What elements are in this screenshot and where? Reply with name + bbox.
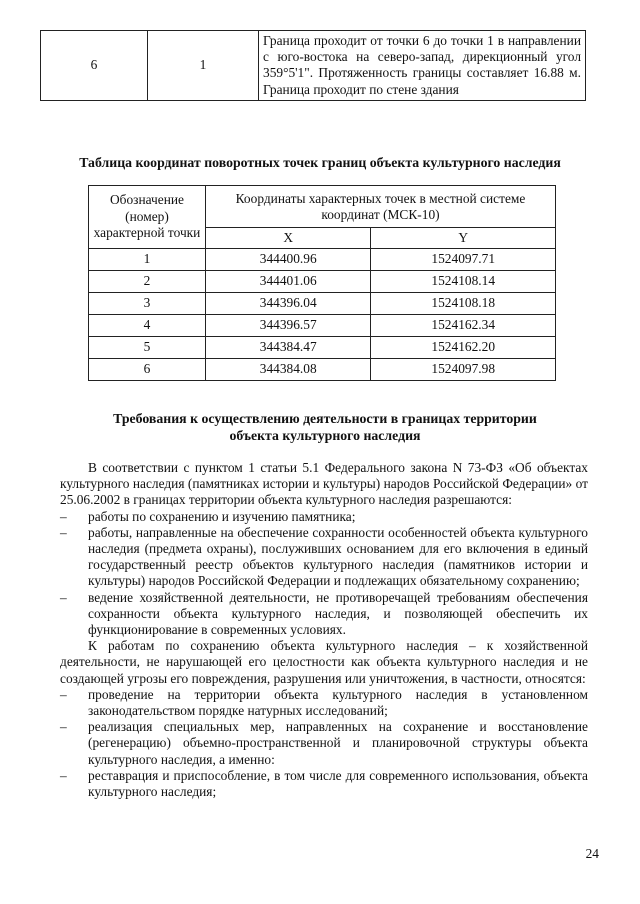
point-number: 5 xyxy=(89,337,206,359)
point-number: 6 xyxy=(89,359,206,381)
coord-x: 344401.06 xyxy=(206,271,371,293)
list-dash: – xyxy=(60,767,67,783)
list-dash: – xyxy=(60,686,67,702)
boundary-description: Граница проходит от точки 6 до точки 1 в направлении с юго-востока на северо-запад, дирекционный угол 359°5'1". Протяженность границы составляет 16.88 м. Граница проходит по стене здания xyxy=(259,31,586,101)
list-item xyxy=(60,590,588,639)
list-dash: – xyxy=(60,719,67,735)
section-title-line-1: Требования к осуществлению деятельности в границах территории xyxy=(113,411,537,426)
table-row xyxy=(41,31,586,101)
coords-table-caption: Таблица координат поворотных точек границ объекта культурного наследия xyxy=(79,155,561,170)
header-x: X xyxy=(206,228,371,249)
list-item-text: ведение хозяйственной деятельности, не противоречащей требованиям обеспечения сохранности объекта культурного наследия, и позволяющей обеспечить их функционирование в современных условиях. xyxy=(88,589,588,638)
table-row xyxy=(89,337,556,359)
list-dash: – xyxy=(60,524,67,540)
header-coordinates: Координаты характерных точек в местной системе координат (МСК-10) xyxy=(206,186,556,228)
section-title-line-2: объекта культурного наследия xyxy=(229,428,421,443)
point-number: 4 xyxy=(89,315,206,337)
list-item xyxy=(60,768,588,800)
list-dash: – xyxy=(60,508,67,524)
coord-x: 344384.47 xyxy=(206,337,371,359)
list-item xyxy=(60,525,588,590)
boundary-table xyxy=(40,30,586,101)
header-point-designation: Обозначение (номер) характерной точки xyxy=(89,186,206,249)
boundary-to-point: 1 xyxy=(148,31,259,101)
coord-y: 1524097.98 xyxy=(371,359,556,381)
list-item xyxy=(60,509,588,525)
coords-table xyxy=(88,185,556,381)
table-row xyxy=(89,359,556,381)
table-row xyxy=(89,315,556,337)
coord-x: 344384.08 xyxy=(206,359,371,381)
list-item-text: реализация специальных мер, направленных на сохранение и восстановление (регенерацию) объемно-пространственной и планировочной структуры объекта культурного наследия, а именно: xyxy=(88,719,588,767)
coord-y: 1524108.18 xyxy=(371,293,556,315)
paragraph-intro: В соответствии с пунктом 1 статьи 5.1 Федерального закона N 73-ФЗ «Об объектах культурного наследия (памятниках истории и культуры) народов Российской Федерации» от 25.06.2002 в границах территории объекта культурного наследия разрешаются: xyxy=(60,460,588,508)
list-item-text: реставрация и приспособление, в том числе для современного использования, объекта культурного наследия; xyxy=(88,767,588,800)
coord-y: 1524097.71 xyxy=(371,249,556,271)
table-row xyxy=(89,249,556,271)
list-item-text: работы, направленные на обеспечение сохранности особенностей объекта культурного наследия (предмета охраны), послуживших основанием для его включения в единый государственный реестр объектов культурного наследия (памятников истории и культуры) народов Российской Федерации и подлежащих обязательному сохранению; xyxy=(88,524,588,589)
point-number: 3 xyxy=(89,293,206,315)
coord-x: 344396.57 xyxy=(206,315,371,337)
header-y: Y xyxy=(371,228,556,249)
list-item xyxy=(60,719,588,768)
page-number: 24 xyxy=(585,846,599,861)
body-text xyxy=(60,460,588,800)
section-title xyxy=(60,410,590,444)
list-item-text: проведение на территории объекта культурного наследия в установленном законодательством порядке натурных исследований; xyxy=(88,686,588,719)
table-header-row xyxy=(89,186,556,228)
coord-x: 344396.04 xyxy=(206,293,371,315)
coord-x: 344400.96 xyxy=(206,249,371,271)
table-row xyxy=(89,271,556,293)
boundary-from-point: 6 xyxy=(41,31,148,101)
coord-y: 1524162.34 xyxy=(371,315,556,337)
point-number: 2 xyxy=(89,271,206,293)
point-number: 1 xyxy=(89,249,206,271)
coord-y: 1524108.14 xyxy=(371,271,556,293)
paragraph-works: К работам по сохранению объекта культурного наследия – к хозяйственной деятельности, не нарушающей его целостности как объекта культурного наследия и не создающей угрозы его повреждения, разрушения или уничтожения, в частности, относятся: xyxy=(60,638,588,686)
list-item-text: работы по сохранению и изучению памятника; xyxy=(88,508,356,524)
list-item xyxy=(60,687,588,719)
table-row xyxy=(89,293,556,315)
coord-y: 1524162.20 xyxy=(371,337,556,359)
list-dash: – xyxy=(60,589,67,605)
